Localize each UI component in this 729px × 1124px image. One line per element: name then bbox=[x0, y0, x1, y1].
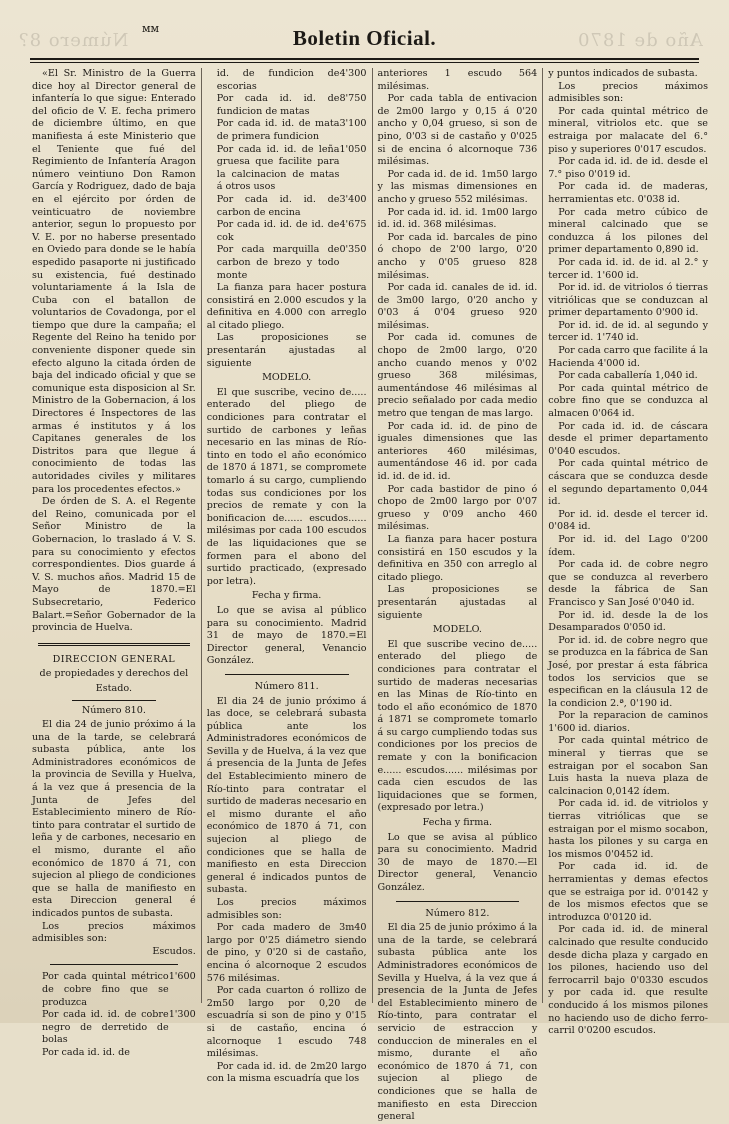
price-item bbox=[32, 971, 196, 1009]
paragraph: Por cada id. barcales de pino ó chopo de 2'00 largo, 0'20 ancho y 0'05 grueso 828 milésimas. bbox=[377, 231, 538, 281]
paragraph: El que suscribe vecino de..... enterado del pliego de condiciones para contratar el surtido de maderas necesarias en las Minas de Río-tinto en todo el año económico de 1870 á 1871 se compromete tomarlo á su cargo cumpliendo todas sus condiciones por los precios de remate y con la bonificacion e...... escudos...... milésimas por cada cien escudos de las liquidaciones que se formen, (expresado por letra.) bbox=[377, 638, 538, 814]
bleed-through-text-left: Número 8? bbox=[18, 30, 129, 51]
price-value: 1'050 bbox=[339, 143, 367, 155]
paragraph: Por cada id. de id. 1m50 largo y las mismas dimensiones en ancho y grueso 552 milésimas. bbox=[377, 168, 538, 205]
price-value: 3'100 bbox=[339, 118, 367, 130]
paragraph: El dia 25 de junio próximo á la una de la tarde, se celebrará subasta pública ante los Administradores económicos de Sevilla y Huelva, á la vez que á presencia de la Junta de Jefes del Establecimiento minero de Río-tinto, para contratar el servicio de estraccion y conduccion de minerales en el mismo, durante el año económico de 1870 á 71, con sujecion al pliego de condiciones que se halla de manifiesto en esta Direccion general bbox=[377, 922, 538, 1123]
price-item bbox=[32, 1047, 196, 1060]
paragraph: Por cada metro cúbico de mineral calcinado que se conduzca á los pilones del primer departamento 0,890 id. bbox=[548, 206, 708, 256]
paragraph: El que suscribe, vecino de..... enterado del pliego de condiciones para contratar el surtido de carbones y leñas necesario en las minas de Río-tinto en todo el año económico de 1870 á 1871, se compromete tomarlo á su cargo, cumpliendo todas sus condiciones por los precios de remate y con la bonificacion de...... escudos...... milésimas por cada 100 escudos de las liquidaciones que se formen para el abono del surtido practicado, (expresado por letra). bbox=[206, 386, 367, 587]
price-value: 3'400 bbox=[339, 193, 367, 205]
paragraph: Por cada quintal métrico de cáscara que se conduzca desde el segundo departamento 0,044 id. bbox=[548, 458, 708, 508]
price-label: Por cada id. id. de carbon de encina bbox=[216, 193, 340, 218]
column-1 bbox=[30, 68, 201, 1058]
price-item bbox=[32, 1009, 196, 1047]
column-4 bbox=[542, 68, 713, 1037]
paragraph: La fianza para hacer postura consistirá en 2.000 escudos y la definitiva en 4.000 con arreglo al citado pliego. bbox=[206, 282, 367, 331]
notice-number: Número 810. bbox=[81, 704, 146, 716]
signature-line: Fecha y firma. bbox=[251, 590, 322, 602]
price-item bbox=[207, 144, 367, 194]
model-heading: MODELO. bbox=[262, 372, 312, 384]
section-subheading: de propiedades y derechos del bbox=[39, 668, 189, 680]
price-item bbox=[207, 219, 367, 244]
paragraph: Por cada quintal métrico de cobre fino que se conduzca al almacen 0'064 id. bbox=[548, 382, 708, 420]
column-3 bbox=[372, 68, 543, 1123]
section-heading: DIRECCION GENERAL bbox=[52, 653, 176, 665]
paragraph: Por cada quintal métrico de mineral, vitriolos etc. que se estraiga por malacate del 6.° piso y superiores 0'017 escudos. bbox=[548, 105, 708, 155]
paragraph: Lo que se avisa al público para su conocimiento. Madrid 31 de mayo de 1870.=El Director general, Venancio González. bbox=[206, 604, 367, 667]
header-rule-thin bbox=[30, 62, 699, 63]
header-mark: ᴍᴍ bbox=[142, 22, 160, 35]
paragraph: El dia 24 de junio próximo á la una de la tarde, se celebrará subasta pública, ante los Administradores económicos de la provincia de Sevilla y Huelva, á la vez que á presencia de la Junta de Jefes del Establecimiento minero de Río-tinto para contratar el surtido de leña y de carbones, necesario en el mismo, durante el año económico de 1870 á 71, con sujecion al pliego de condiciones que se halla de manifiesto en esta Direccion general é indicados puntos de subasta. bbox=[32, 719, 196, 919]
paragraph: Por cada id. id. de herramientas y demas efectos que se estraiga por id. 0'0142 y de los mismos efectos que se introduzca 0'0120 id. bbox=[548, 861, 708, 923]
paragraph: Por cada id. id. de mineral calcinado que resulte conducido desde dicha plaza y cargado en los pilones, haciendo uso del ferrocarril bajo 0'0330 escudos y por cada id. que resulte conducido á los mismos pilones no haciendo uso de dicho ferro-carril 0'0200 escudos. bbox=[548, 924, 708, 1037]
paragraph: Por la reparacion de caminos 1'600 id. diarios. bbox=[548, 710, 708, 734]
paragraph: Por cada id. canales de id. id. de 3m00 largo, 0'20 ancho y 0'03 á 0'04 grueso 920 milésimas. bbox=[377, 282, 538, 331]
price-value: 8'750 bbox=[339, 93, 367, 105]
paragraph: y puntos indicados de subasta. bbox=[548, 68, 698, 79]
paragraph: La fianza para hacer postura consistirá en 150 escudos y la definitiva en 350 con arreglo al citado pliego. bbox=[377, 533, 538, 583]
paragraph: Por cada id. id. de vitriolos y tierras vitriólicas que se estraigan por el mismo socabon, hasta los pilones y su carga en los mismos 0'0452 id. bbox=[548, 798, 708, 860]
price-item bbox=[207, 118, 367, 143]
paragraph: «El Sr. Ministro de la Guerra dice hoy al Director general de infantería lo que sigue: Enterado del oficio de V. E. fecha primero de diciembre último, en que manifiesta á este Ministerio que el Teniente que fué del Regimiento de Infantería Aragon número veintiuno Don Ramon García y Rodriguez, dado de baja en el ejército por órden de veinticuatro de noviembre anterior, segun lo propuesto por V. E. por no haberse presentado en Oviedo para donde se le había espedido pasaporte ni justificado su existencia, fué destinado voluntariamente á la Isla de Cuba con el batallon de voluntarios de Covadonga, por el tiempo que dure la campaña; el Regente del Reino ha tenido por conveniente disponer quede sin efecto alguno la citada órden de baja del indicado oficial y que se comunique esta disposicion al Sr. Ministro de la Gobernacion, á los Directores é Inspectores de las armas é institutos y á los Capitanes generales de los Distritos para que llegue á conocimiento de todas las autoridades civiles y militares para los procedentes efectos.» bbox=[32, 68, 196, 495]
paragraph: Por id. id. de vitriolos ó tierras vitriólicas que se conduzcan al primer departamento 0'900 id. bbox=[548, 282, 708, 319]
paragraph: Por cada carro que facilite á la Hacienda 4'000 id. bbox=[548, 345, 708, 369]
price-label: Por cada marquilla de carbon de brezo y todo monte bbox=[216, 244, 340, 281]
divider bbox=[396, 901, 520, 902]
paragraph: Por id. id. del Lago 0'200 ídem. bbox=[548, 533, 708, 558]
paragraph: Por cada id. id. de cáscara desde el primer departamento 0'040 escudos. bbox=[548, 420, 708, 457]
model-heading: MODELO. bbox=[432, 624, 482, 636]
column-header-escudos: Escudos. bbox=[152, 945, 196, 957]
section-divider bbox=[38, 643, 190, 646]
price-value: 4'300 bbox=[339, 68, 367, 79]
paragraph: Por cada madero de 3m40 largo por 0'25 diámetro siendo de pino, y 0'20 si de castaño, encina ó alcornoque 2 escudos 576 milésimas. bbox=[206, 922, 367, 984]
page-title: Boletin Oficial. bbox=[292, 26, 437, 50]
paragraph: Por cada id. id. de 2m20 largo con la misma escuadría que los bbox=[206, 1060, 367, 1085]
paragraph: Lo que se avisa al público para su conocimiento. Madrid 30 de mayo de 1870.—El Director general, Venancio González. bbox=[377, 831, 538, 893]
divider bbox=[225, 674, 349, 675]
price-label: Por cada id. id. de bbox=[42, 1046, 130, 1058]
paragraph: Por cada id. comunes de chopo de 2m00 largo, 0'20 ancho cuando menos y 0'02 grueso 368 milésimas, aumentándose 46 milésimas al precio señalado por cada medio metro que tengan de mas largo. bbox=[377, 332, 538, 420]
paragraph: Por cada tabla de entivacion de 2m00 largo y 0,15 á 0'20 ancho y 0,04 grueso, si son de pino, 0'03 si de castaño y 0'025 si de encina ó alcornoque 736 milésimas. bbox=[377, 93, 538, 168]
price-label: Por cada id. id. de id. de cok bbox=[216, 219, 340, 243]
paragraph: anteriores 1 escudo 564 milésimas. bbox=[377, 68, 538, 92]
price-label: Por cada id. id. de cobre negro de derretido de bolas bbox=[42, 1009, 169, 1046]
price-label: id. de fundicion de escorias bbox=[216, 68, 340, 92]
paragraph: Por id. id. desde la de los Desamparados 0'050 id. bbox=[548, 609, 708, 634]
column-2 bbox=[201, 68, 372, 1085]
text-columns bbox=[30, 68, 713, 1123]
price-value: 0'350 bbox=[339, 244, 367, 256]
paragraph: Por cada caballería 1,040 id. bbox=[558, 370, 698, 382]
paragraph: Por cada quintal métrico de mineral y tierras que se estraigan por el socabon San Luis hasta la nueva plaza de calcinacion 0,0142 ídem. bbox=[548, 735, 708, 797]
price-item bbox=[207, 244, 367, 282]
paragraph: El dia 24 de junio próximo á las doce, se celebrará subasta pública ante los Administradores económicos de Sevilla y de Huelva, á la vez que á presencia de la Junta de Jefes del Establecimiento minero de Río-tinto para contratar el surtido de maderas necesario en el mismo durante el año económico de 1870 á 71, con sujecion al pliego de condiciones que se halla de manifiesto en esta Direccion general é indicados puntos de subasta. bbox=[206, 695, 367, 896]
header-rule-thick bbox=[30, 58, 699, 60]
paragraph: Por cada id. id. de pino de iguales dimensiones que las anteriores 460 milésimas, aumentándose 46 id. por cada id. id. de id. id. bbox=[377, 420, 538, 482]
price-item bbox=[207, 93, 367, 118]
price-value: 1'300 bbox=[168, 1009, 196, 1021]
price-value: 1'600 bbox=[168, 971, 196, 983]
signature-line: Fecha y firma. bbox=[422, 817, 493, 829]
paragraph: De órden de S. A. el Regente del Reino, comunicada por el Señor Ministro de la Gobernacion, lo traslado á V. S. para su conocimiento y efectos correspondientes. Dios guarde á V. S. muchos años. Madrid 15 de Mayo de 1870.=El Subsecretario, Federico Balart.=Señor Gobernador de la provincia de Huelva. bbox=[32, 496, 196, 634]
paragraph: Por cada id. id. id. 1m00 largo id. id. id. 368 milésimas. bbox=[377, 206, 538, 231]
price-label: Por cada id. id. de leña gruesa que facilite para la calcinacion de matas á otros usos bbox=[216, 143, 340, 193]
paragraph: Por cada cuarton ó rollizo de 2m50 largo por 0,20 de escuadría si son de pino y 0'15 si de castaño, encina ó alcornoque 1 escudo 748 milésimas. bbox=[206, 985, 367, 1060]
price-label: Por cada id. id. de mata de primera fundicion bbox=[216, 118, 340, 142]
price-value: 4'675 bbox=[339, 219, 367, 231]
paragraph: Por id. id. de id. al segundo y tercer id. 1'740 id. bbox=[548, 319, 708, 344]
paragraph: Los precios máximos admisibles son: bbox=[548, 80, 708, 105]
paragraph: Los precios máximos admisibles son: bbox=[206, 897, 367, 921]
paragraph: Por cada id. de cobre negro que se conduzca al reverbero desde la fábrica de San Francisco y San José 0'040 id. bbox=[548, 559, 708, 608]
paragraph: Por id. id. de cobre negro que se produzca en la fábrica de San José, por prestar á esta fábrica todos los servicios que se especifican en la cláusula 12 de la condicion 2.ª, 0'190 id. bbox=[548, 634, 708, 709]
notice-number: Número 812. bbox=[425, 907, 490, 919]
notice-number: Número 811. bbox=[254, 680, 319, 692]
paragraph: Por cada bastidor de pino ó chopo de 2m00 largo por 0'07 grueso y 0'09 ancho 460 milésimas. bbox=[377, 483, 538, 533]
bleed-through-text-right: Año de 1870 bbox=[577, 30, 703, 51]
paragraph: Los precios máximos admisibles son: bbox=[32, 920, 196, 945]
paragraph: Por cada id. id. de id. desde el 7.° piso 0'019 id. bbox=[548, 156, 708, 180]
price-item bbox=[207, 68, 367, 93]
divider bbox=[72, 700, 156, 701]
paragraph: Por cada id. de maderas, herramientas etc. 0'038 id. bbox=[548, 181, 708, 205]
divider bbox=[50, 964, 178, 965]
section-subheading: Estado. bbox=[95, 682, 133, 694]
paragraph: Por cada id. id. de id. al 2.° y tercer id. 1'600 id. bbox=[548, 256, 708, 281]
price-item bbox=[207, 194, 367, 219]
price-label: Por cada id. id. de fundicion de matas bbox=[216, 93, 340, 117]
paragraph: Las proposiciones se presentarán ajustadas al siguiente bbox=[206, 332, 367, 369]
paragraph: Por id. id. desde el tercer id. 0'084 id. bbox=[548, 508, 708, 533]
paragraph: Las proposiciones se presentarán ajustadas al siguiente bbox=[377, 584, 538, 621]
price-label: Por cada quintal métrico de cobre fino que se produzca bbox=[42, 971, 169, 1008]
